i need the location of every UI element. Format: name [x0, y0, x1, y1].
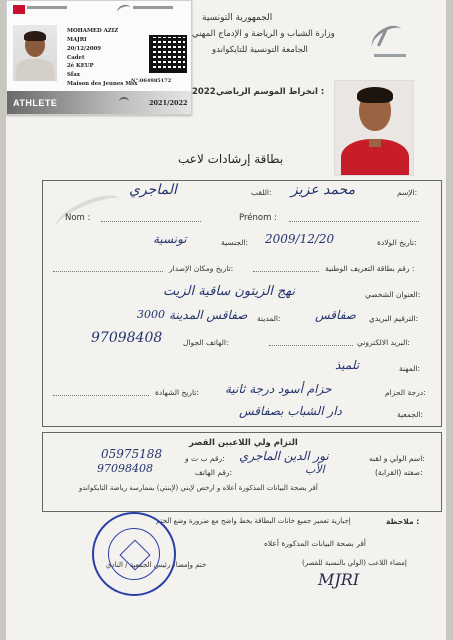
guardian-name-value: نور الدين الماجري	[239, 449, 329, 463]
federation-logo-icon	[116, 3, 133, 17]
card-category: Cadet	[67, 55, 85, 61]
tunisia-flag-icon	[13, 5, 25, 14]
last-name-label: اللقب:	[251, 188, 272, 197]
profession-value: تلميذ	[335, 358, 360, 372]
guardian-cin-label: رقم ب ت و:	[185, 454, 225, 463]
player-signature: MJRI	[318, 570, 360, 589]
address-label: العنوان الشخصي:	[365, 290, 421, 299]
profession-label: المهنة:	[399, 364, 420, 373]
guardian-consent: أقر بصحة البيانات المذكورة أعلاه و ارخص لإبني (لإبنتي) بممارسة رياضة التايكواندو	[79, 484, 318, 492]
nationality-label: الجنسية:	[221, 238, 248, 247]
birth-date-value: 2009/12/20	[265, 232, 335, 246]
guardian-name-label: اسم الولي و لقبه:	[369, 454, 425, 463]
belt-grade-label: درجة الحزام:	[385, 388, 426, 397]
mobile-value: 97098408	[91, 330, 163, 346]
city-label: المدينة:	[257, 314, 281, 323]
note-text: إجبارية تعمير جميع خانات البطاقة بخط واضح مع ضرورة وضع الختم	[156, 517, 351, 525]
ministry-mini-text	[27, 6, 67, 9]
guardian-commitment	[42, 432, 442, 512]
club-signature-label: ختم وإمضاء رئيس الجمعية / النادي	[106, 561, 207, 569]
guardian-relation-label: صفته (القرابة):	[375, 468, 423, 477]
guardian-cin-value: 05975188	[101, 447, 163, 461]
city-value: صفاقس	[315, 308, 356, 322]
card-surname: MAJRI	[67, 37, 87, 43]
postal-code-value: 3000	[137, 308, 165, 321]
note-label: ملاحظة :	[386, 517, 420, 526]
card-role: ATHLETE	[13, 98, 58, 108]
city2-value: صفاقس المدينة	[169, 308, 248, 322]
email-label: البريد الالكتروني:	[357, 338, 410, 347]
document-page	[6, 0, 446, 640]
player-info-form	[42, 180, 442, 427]
mobile-label: الهاتف الجوال:	[183, 338, 229, 347]
card-club: Maison des Jeunes Msx	[67, 81, 138, 87]
player-signature-label: إمضاء اللاعب (الولي بالنسبة للقصر)	[302, 559, 407, 567]
licence-card	[6, 0, 192, 115]
address-value: نهج الزيتون ساقية الزيت	[163, 284, 296, 299]
first-name-label: الإسم:	[397, 188, 418, 197]
form-title: بطاقة إرشادات لاعب	[178, 152, 284, 166]
belt-grade-value: حزام أسود درجة ثانية	[225, 382, 332, 396]
association-value: دار الشباب بصفاقس	[239, 404, 342, 418]
guardian-relation-value: الأب	[305, 463, 325, 476]
card-photo	[13, 25, 57, 81]
season-label: انخراط الموسم الرياضي :	[216, 87, 325, 97]
nationality-value: تونسية	[153, 232, 187, 246]
declaration: أقر بصحة البيانات المذكورة أعلاه	[264, 539, 367, 548]
prenom-label: Prénom :	[239, 213, 277, 223]
ministry-title: وزارة الشباب و الرياضة و الإدماج المهني	[192, 29, 335, 39]
association-label: الجمعية:	[397, 410, 423, 419]
applicant-photo	[334, 80, 414, 176]
id-date-place-label: تاريخ ومكان الإصدار:	[169, 264, 234, 273]
card-name: MOHAMED AZIZ	[67, 28, 119, 34]
card-dob: 20/12/2009	[67, 46, 101, 52]
republic-title: الجمهورية التونسية	[202, 13, 273, 23]
guardian-phone-label: رقم الهاتف:	[195, 468, 233, 477]
federation-mini-text	[133, 6, 173, 9]
card-grade: 2è KEUP	[67, 63, 94, 69]
card-city: Sfax	[67, 72, 80, 78]
postal-code-label: الترقيم البريدي:	[369, 314, 419, 323]
id-number-label: رقم بطاقة التعريف الوطنية :	[325, 264, 415, 273]
guardian-title: التزام ولي اللاعبين القصر	[189, 438, 298, 448]
birth-date-label: تاريخ الولادة:	[377, 238, 417, 247]
nom-label: Nom :	[65, 213, 91, 223]
qr-code	[149, 35, 187, 73]
season-value: 2022	[192, 87, 216, 97]
card-logo-icon	[119, 97, 129, 105]
card-licence-number: N°:06498517​2	[131, 78, 172, 84]
last-name-value: الماجري	[129, 182, 177, 198]
club-stamp	[92, 512, 176, 596]
first-name-value: محمد عزيز	[291, 182, 356, 198]
federation-logo-icon	[364, 22, 414, 62]
certificate-date-label: تاريخ الشهادة:	[155, 388, 199, 397]
federation-title: الجامعة التونسية للتايكواندو	[212, 45, 308, 55]
card-season: 2021/2022	[149, 99, 188, 107]
guardian-phone-value: 97098408	[97, 462, 153, 475]
